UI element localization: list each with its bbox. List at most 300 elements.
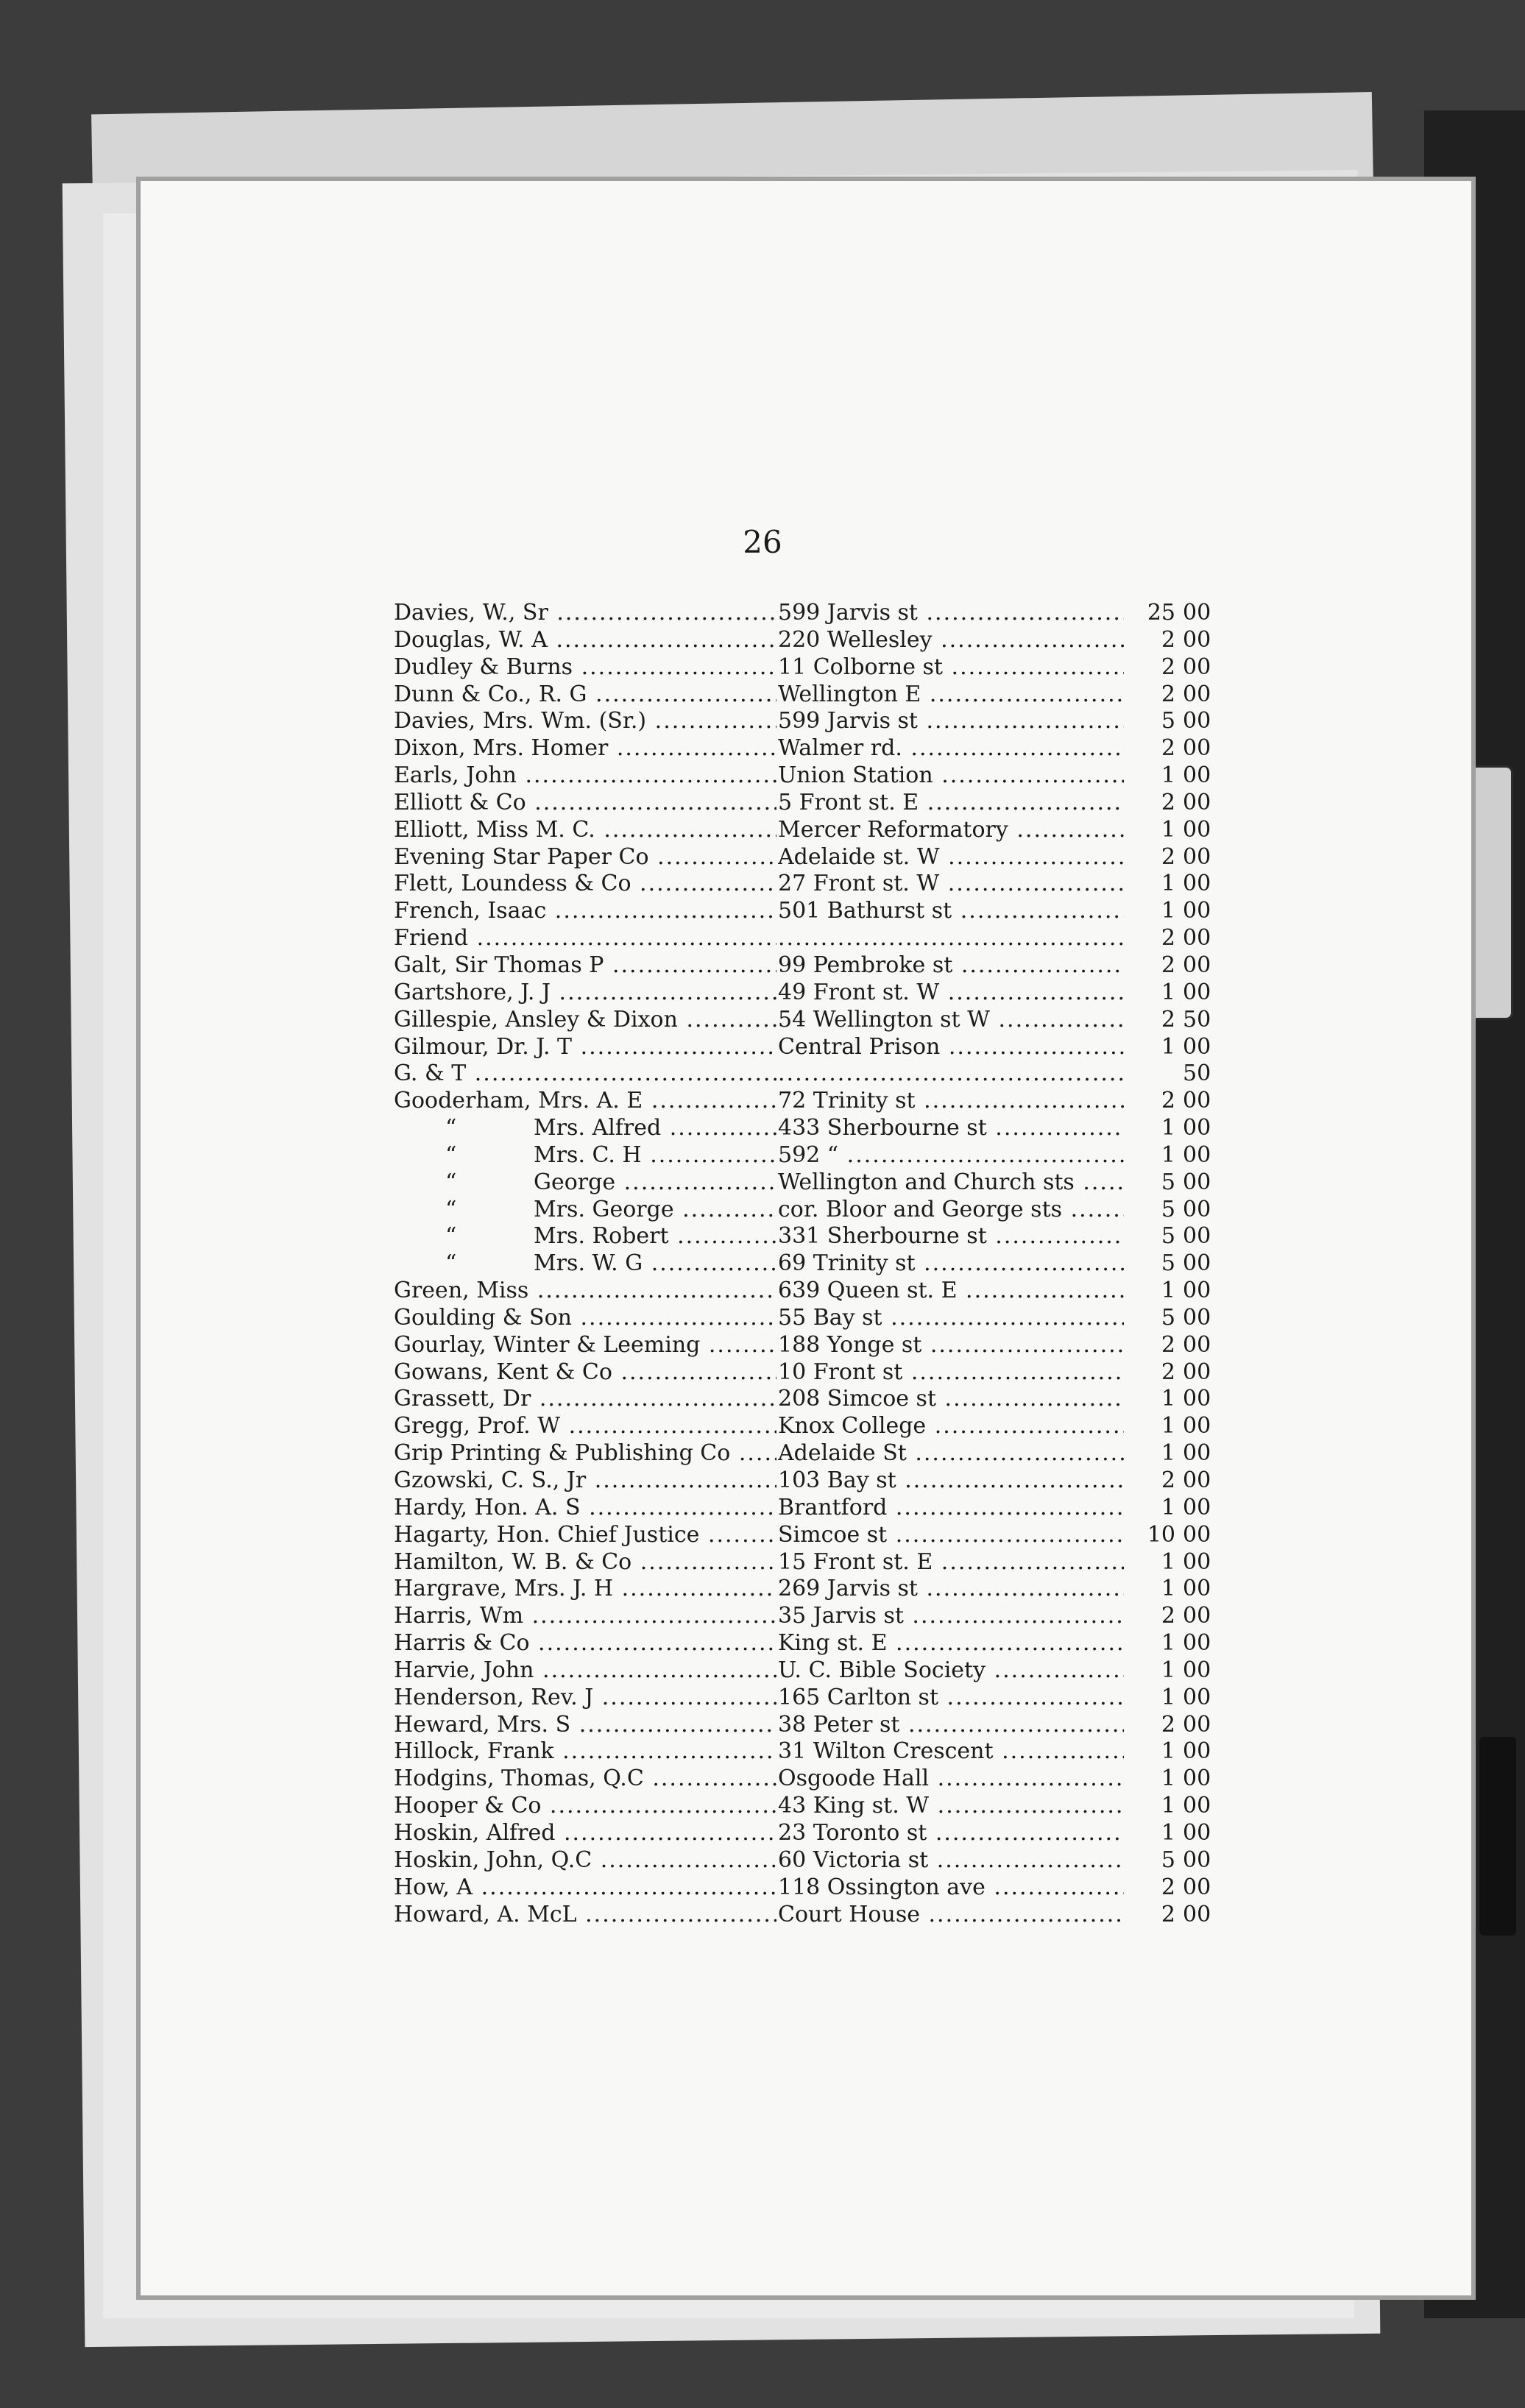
subscription-amount <box>1130 1657 1248 1684</box>
subscriber-address-text: Knox College <box>778 1413 927 1440</box>
list-item <box>394 952 1248 980</box>
amount-dollars: 5 <box>1161 708 1175 734</box>
amount-cents: 00 <box>1183 1331 1211 1358</box>
subscriber-name <box>394 1386 776 1412</box>
list-item <box>394 681 1248 709</box>
subscriber-address-text: 5 Front st. E <box>778 789 919 815</box>
subscriber-name <box>394 1088 776 1114</box>
subscriber-address <box>778 1495 1124 1521</box>
subscriber-address-text: 54 Wellington st W <box>778 1006 990 1033</box>
amount-dollars: 2 <box>1161 626 1175 653</box>
amount-dollars: 1 <box>1161 1278 1175 1304</box>
list-item <box>394 1440 1248 1467</box>
subscriber-address <box>778 708 1124 734</box>
subscription-amount <box>1130 1766 1248 1792</box>
subscription-amount <box>1130 1793 1248 1819</box>
subscriber-address-text: 433 Sherbourne st <box>778 1115 987 1141</box>
amount-dollars: 1 <box>1161 1793 1175 1819</box>
subscriber-name-text: Hamilton, W. B. & Co <box>394 1548 632 1575</box>
subscriber-address <box>778 790 1124 816</box>
subscription-amount <box>1130 790 1248 816</box>
subscriber-name <box>445 1115 776 1141</box>
subscriber-name <box>394 1413 776 1440</box>
amount-dollars: 2 <box>1161 952 1175 978</box>
amount-cents: 00 <box>1183 898 1211 924</box>
list-item <box>394 1060 1248 1088</box>
subscriber-name <box>394 762 776 789</box>
list-item <box>394 1034 1248 1061</box>
subscriber-address <box>778 1007 1124 1033</box>
list-item <box>394 1902 1248 1929</box>
subscriber-address-text: 23 Toronto st <box>778 1819 927 1846</box>
page-number: 26 <box>743 524 782 560</box>
list-item <box>394 1874 1248 1902</box>
subscriber-name <box>394 1332 776 1359</box>
list-item <box>394 1386 1248 1413</box>
subscriber-name-text: Gooderham, Mrs. A. E <box>394 1088 643 1114</box>
amount-dollars: 10 <box>1147 1521 1175 1548</box>
ditto-mark: “ <box>445 1196 457 1222</box>
amount-dollars: 2 <box>1161 654 1175 680</box>
subscriber-address <box>778 1820 1124 1846</box>
subscriber-name-text: French, Isaac <box>394 898 547 924</box>
subscription-amount <box>1130 1467 1248 1494</box>
subscriber-address <box>778 817 1124 843</box>
subscriber-address-text: 35 Jarvis st <box>778 1603 904 1629</box>
subscriber-name-text: Hardy, Hon. A. S <box>394 1494 581 1520</box>
subscriber-name-text: Davies, Mrs. Wm. (Sr.) <box>394 708 647 734</box>
amount-cents: 00 <box>1183 654 1211 680</box>
list-item <box>394 1250 1248 1278</box>
list-item <box>394 1278 1248 1305</box>
amount-cents: 00 <box>1183 762 1211 789</box>
subscriber-address <box>778 980 1124 1006</box>
subscriber-name <box>394 1007 776 1033</box>
subscriber-address-text: 188 Yonge st <box>778 1331 922 1358</box>
amount-cents: 00 <box>1183 626 1211 653</box>
amount-cents: 00 <box>1183 1494 1211 1520</box>
subscriber-name-text: Gowans, Kent & Co <box>394 1359 612 1385</box>
amount-dollars: 2 <box>1161 1088 1175 1114</box>
amount-dollars: 2 <box>1161 735 1175 762</box>
amount-cents: 00 <box>1183 1576 1211 1602</box>
list-item <box>394 1847 1248 1874</box>
amount-cents: 00 <box>1183 1711 1211 1738</box>
subscriber-address-text: 43 King st. W <box>778 1793 930 1819</box>
subscriber-name <box>394 817 776 843</box>
subscriber-address-text: U. C. Bible Society <box>778 1657 986 1683</box>
amount-cents: 00 <box>1183 1603 1211 1629</box>
subscription-amount <box>1130 1902 1248 1928</box>
amount-cents: 00 <box>1183 1819 1211 1846</box>
subscriber-name <box>445 1169 776 1196</box>
amount-cents: 00 <box>1183 1766 1211 1792</box>
subscriber-name-text: Elliott & Co <box>394 789 526 815</box>
ditto-mark: “ <box>445 1250 457 1277</box>
subscriber-name-text: Harris & Co <box>394 1630 530 1657</box>
subscriber-address-text: Osgoode Hall <box>778 1766 930 1792</box>
subscriber-address-text: 501 Bathurst st <box>778 898 952 924</box>
list-item <box>394 817 1248 844</box>
subscriber-address <box>778 1332 1124 1359</box>
subscriber-name <box>394 1278 776 1304</box>
subscriber-address <box>778 1060 1124 1087</box>
list-item <box>394 1223 1248 1250</box>
subscriber-name <box>394 1467 776 1494</box>
subscription-amount <box>1130 952 1248 979</box>
subscriber-address-text: 103 Bay st <box>778 1467 896 1493</box>
subscription-amount <box>1130 1630 1248 1657</box>
subscription-amount <box>1130 1820 1248 1846</box>
amount-dollars: 1 <box>1161 1684 1175 1710</box>
subscriber-name <box>394 898 776 924</box>
subscriber-name-text: Hoskin, John, Q.C <box>394 1846 592 1873</box>
subscriber-name-text: Gartshore, J. J <box>394 979 551 1005</box>
amount-dollars: 1 <box>1161 816 1175 843</box>
subscriber-address-text: Central Prison <box>778 1033 941 1060</box>
subscriber-name-text: Heward, Mrs. S <box>394 1711 571 1738</box>
subscriber-name <box>394 627 776 654</box>
subscriber-name <box>394 1766 776 1792</box>
subscriber-name-text: Friend <box>394 925 469 952</box>
subscriber-name-text: Gilmour, Dr. J. T <box>394 1033 573 1060</box>
subscriber-address <box>778 1793 1124 1819</box>
subscriber-address-text: 15 Front st. E <box>778 1548 933 1575</box>
subscriber-address-text: Adelaide St <box>778 1440 907 1467</box>
amount-cents: 50 <box>1183 1006 1211 1033</box>
subscriber-name-text: Grassett, Dr <box>394 1386 531 1412</box>
subscriber-address <box>778 1359 1124 1386</box>
subscriber-name-text: Goulding & Son <box>394 1304 572 1331</box>
subscriber-address-text: 269 Jarvis st <box>778 1576 918 1602</box>
subscription-amount <box>1130 1549 1248 1576</box>
amount-cents: 00 <box>1183 979 1211 1005</box>
subscriber-address <box>778 1847 1124 1874</box>
subscription-amount <box>1130 1359 1248 1386</box>
amount-dollars: 2 <box>1161 925 1175 952</box>
subscriber-address <box>778 1386 1124 1412</box>
binding-clip <box>1479 1737 1516 1936</box>
subscriber-address <box>778 762 1124 789</box>
amount-dollars: 1 <box>1161 1657 1175 1683</box>
subscription-amount <box>1130 708 1248 734</box>
subscriber-address <box>778 1467 1124 1494</box>
list-item <box>394 1549 1248 1576</box>
amount-dollars: 2 <box>1161 1603 1175 1629</box>
amount-cents: 00 <box>1183 1223 1211 1250</box>
amount-dollars: 1 <box>1161 1576 1175 1602</box>
amount-cents: 00 <box>1183 952 1211 978</box>
subscriber-address <box>778 627 1124 654</box>
subscriber-address-text: Wellington E <box>778 681 921 707</box>
list-item <box>394 762 1248 790</box>
ditto-mark: “ <box>445 1141 457 1168</box>
list-item <box>394 1738 1248 1766</box>
subscriber-address-text: 639 Queen st. E <box>778 1278 958 1304</box>
subscriber-address <box>778 1305 1124 1331</box>
amount-dollars: 5 <box>1161 1223 1175 1250</box>
subscriber-name <box>394 980 776 1006</box>
subscriber-address <box>778 1223 1124 1250</box>
subscriber-name <box>394 1820 776 1846</box>
subscriber-name <box>394 1902 776 1928</box>
amount-cents: 00 <box>1183 1901 1211 1927</box>
subscriber-address-text: Adelaide st. W <box>778 843 940 870</box>
subscriber-address <box>778 1685 1124 1711</box>
list-item <box>394 1088 1248 1115</box>
subscriber-name <box>394 1685 776 1711</box>
list-item <box>394 1305 1248 1332</box>
subscriber-name <box>394 1060 776 1087</box>
amount-dollars: 1 <box>1161 1141 1175 1168</box>
subscription-amount <box>1130 1685 1248 1711</box>
subscriber-address-text: 27 Front st. W <box>778 871 940 897</box>
subscriber-address-text: 331 Sherbourne st <box>778 1223 987 1250</box>
subscription-amount <box>1130 1440 1248 1467</box>
subscriber-address-text: 69 Trinity st <box>778 1250 916 1277</box>
subscriber-name-text: Hillock, Frank <box>394 1738 554 1765</box>
subscriber-name-text: Hargrave, Mrs. J. H <box>394 1576 614 1602</box>
subscriber-address <box>778 1197 1124 1223</box>
subscriber-address <box>778 735 1124 762</box>
amount-dollars: 2 <box>1161 1901 1175 1927</box>
subscriber-name <box>394 1712 776 1738</box>
list-item <box>394 925 1248 952</box>
subscription-amount <box>1130 735 1248 762</box>
subscription-amount <box>1130 817 1248 843</box>
amount-cents: 00 <box>1183 1684 1211 1710</box>
subscription-amount <box>1130 980 1248 1006</box>
subscription-amount <box>1130 925 1248 952</box>
subscriber-address <box>778 1278 1124 1304</box>
amount-dollars: 1 <box>1161 1115 1175 1141</box>
subscriber-address <box>778 1142 1124 1169</box>
ditto-mark: “ <box>445 1115 457 1141</box>
subscriber-name <box>394 1738 776 1765</box>
subscriber-address <box>778 1603 1124 1629</box>
list-item <box>394 1413 1248 1440</box>
amount-cents: 00 <box>1183 1467 1211 1493</box>
amount-cents: 00 <box>1183 600 1211 626</box>
amount-dollars: 1 <box>1161 762 1175 789</box>
subscriber-address <box>778 600 1124 626</box>
list-item <box>394 1169 1248 1197</box>
subscriber-name <box>394 952 776 979</box>
subscriber-address <box>778 1115 1124 1141</box>
amount-cents: 00 <box>1183 925 1211 952</box>
subscriber-name-text: Gzowski, C. S., Jr <box>394 1467 587 1493</box>
subscriber-name-text: George <box>534 1169 616 1195</box>
subscriber-address <box>778 681 1124 708</box>
list-item <box>394 1793 1248 1820</box>
list-item <box>394 1685 1248 1712</box>
amount-cents: 00 <box>1183 1874 1211 1900</box>
subscriber-name <box>394 871 776 897</box>
amount-cents: 00 <box>1183 1359 1211 1385</box>
amount-dollars: 2 <box>1161 843 1175 870</box>
amount-cents: 00 <box>1183 1141 1211 1168</box>
subscriber-address <box>778 1250 1124 1277</box>
amount-dollars: 1 <box>1161 898 1175 924</box>
amount-cents: 00 <box>1183 1196 1211 1222</box>
subscriber-name-text: Dudley & Burns <box>394 654 573 680</box>
subscriber-address <box>778 1169 1124 1196</box>
subscriber-address <box>778 1630 1124 1657</box>
subscriber-address-text: 208 Simcoe st <box>778 1386 936 1412</box>
subscription-amount <box>1130 844 1248 871</box>
amount-dollars: 5 <box>1161 1196 1175 1222</box>
subscription-amount <box>1130 600 1248 626</box>
amount-dollars: 2 <box>1161 1874 1175 1900</box>
subscriber-address-text: 10 Front st <box>778 1359 903 1385</box>
subscriber-name-text: Harris, Wm <box>394 1603 524 1629</box>
subscription-amount <box>1130 1007 1248 1033</box>
subscription-amount <box>1130 1603 1248 1629</box>
subscriber-name-text: G. & T <box>394 1060 467 1087</box>
amount-dollars: 2 <box>1161 1467 1175 1493</box>
subscriber-address-text: Walmer rd. <box>778 735 902 762</box>
amount-cents: 00 <box>1183 843 1211 870</box>
subscription-amount <box>1130 1576 1248 1602</box>
subscriber-name-text: Mrs. Alfred <box>534 1115 662 1141</box>
subscriber-name <box>394 1793 776 1819</box>
subscriber-name-text: Evening Star Paper Co <box>394 843 649 870</box>
subscription-amount <box>1130 1874 1248 1901</box>
amount-dollars: 5 <box>1161 1846 1175 1873</box>
list-item <box>394 1467 1248 1495</box>
amount-cents: 00 <box>1183 1738 1211 1765</box>
list-item <box>394 980 1248 1007</box>
subscription-amount <box>1130 654 1248 681</box>
subscriber-address <box>778 1522 1124 1548</box>
subscriber-name-text: How, A <box>394 1874 473 1900</box>
amount-dollars: 2 <box>1161 1359 1175 1385</box>
subscriber-address <box>778 1576 1124 1602</box>
subscriber-name <box>445 1197 776 1223</box>
list-item <box>394 1115 1248 1142</box>
subscriber-name-text: Howard, A. McL <box>394 1901 577 1927</box>
subscriber-name-text: Gourlay, Winter & Leeming <box>394 1331 701 1358</box>
subscriber-address <box>778 1657 1124 1684</box>
subscriber-name-text: Hagarty, Hon. Chief Justice <box>394 1521 700 1548</box>
amount-cents: 00 <box>1183 789 1211 815</box>
subscriber-address <box>778 654 1124 681</box>
list-item <box>394 1712 1248 1739</box>
subscription-amount <box>1130 1278 1248 1304</box>
subscriber-address-text: 220 Wellesley <box>778 626 933 653</box>
list-item <box>394 790 1248 817</box>
subscription-amount <box>1130 1034 1248 1060</box>
subscriber-address <box>778 1034 1124 1060</box>
subscriber-list <box>394 600 1248 1928</box>
ditto-mark: “ <box>445 1169 457 1195</box>
subscriber-address-text: cor. Bloor and George sts <box>778 1196 1063 1222</box>
list-item <box>394 1522 1248 1549</box>
subscription-amount <box>1130 1169 1248 1196</box>
amount-cents: 00 <box>1183 1250 1211 1277</box>
subscriber-name <box>394 1359 776 1386</box>
subscriber-name <box>394 844 776 871</box>
amount-cents: 00 <box>1183 1386 1211 1412</box>
subscription-amount <box>1130 1060 1248 1087</box>
list-item <box>394 1603 1248 1630</box>
subscriber-name <box>394 708 776 734</box>
subscriber-address-text: 599 Jarvis st <box>778 600 918 626</box>
subscription-amount <box>1130 1386 1248 1412</box>
subscriber-name <box>394 681 776 708</box>
ditto-mark: “ <box>445 1223 457 1250</box>
amount-dollars: 5 <box>1161 1250 1175 1277</box>
amount-dollars: 1 <box>1161 1033 1175 1060</box>
subscriber-address-text: 11 Colborne st <box>778 654 943 680</box>
list-item <box>394 844 1248 871</box>
amount-dollars: 2 <box>1161 789 1175 815</box>
amount-cents: 00 <box>1183 1115 1211 1141</box>
list-item <box>394 735 1248 762</box>
subscriber-address <box>778 844 1124 871</box>
amount-dollars: 2 <box>1161 1331 1175 1358</box>
subscriber-name-text: Dixon, Mrs. Homer <box>394 735 609 762</box>
subscriber-name-text: Grip Printing & Publishing Co <box>394 1440 731 1467</box>
list-item <box>394 871 1248 898</box>
subscriber-name <box>394 1440 776 1467</box>
subscriber-name-text: Mrs. C. H <box>534 1141 642 1168</box>
amount-cents: 00 <box>1183 735 1211 762</box>
subscription-amount <box>1130 898 1248 924</box>
subscription-amount <box>1130 762 1248 789</box>
subscriber-name <box>394 735 776 762</box>
amount-cents: 00 <box>1183 1548 1211 1575</box>
amount-cents: 00 <box>1183 1657 1211 1683</box>
subscriber-name-text: Galt, Sir Thomas P <box>394 952 604 978</box>
subscriber-address-text: Court House <box>778 1901 920 1927</box>
subscription-amount <box>1130 1495 1248 1521</box>
amount-cents: 00 <box>1183 1521 1211 1548</box>
list-item <box>394 1197 1248 1224</box>
subscription-amount <box>1130 1522 1248 1548</box>
subscriber-name <box>394 1603 776 1629</box>
list-item <box>394 600 1248 627</box>
amount-dollars: 1 <box>1161 1440 1175 1467</box>
list-item <box>394 1766 1248 1793</box>
amount-cents: 00 <box>1183 871 1211 897</box>
subscriber-address <box>778 1712 1124 1738</box>
subscriber-name-text: Mrs. George <box>534 1196 674 1222</box>
subscriber-name-text: Gregg, Prof. W <box>394 1413 561 1440</box>
amount-dollars: 1 <box>1161 1766 1175 1792</box>
amount-dollars: 2 <box>1161 681 1175 707</box>
amount-dollars: 5 <box>1161 1304 1175 1331</box>
amount-cents: 00 <box>1183 1169 1211 1195</box>
amount-dollars: 1 <box>1161 1819 1175 1846</box>
amount-cents: 00 <box>1183 1793 1211 1819</box>
list-item <box>394 1657 1248 1685</box>
subscription-amount <box>1130 1332 1248 1359</box>
subscriber-address-text: 31 Wilton Crescent <box>778 1738 994 1765</box>
amount-cents: 00 <box>1183 1304 1211 1331</box>
subscriber-name <box>394 1657 776 1684</box>
subscription-amount <box>1130 871 1248 897</box>
subscriber-name <box>445 1142 776 1169</box>
amount-cents: 00 <box>1183 1630 1211 1657</box>
subscriber-address-text: Union Station <box>778 762 933 789</box>
subscriber-name-text: Green, Miss <box>394 1278 529 1304</box>
amount-dollars: 1 <box>1161 1630 1175 1657</box>
subscriber-address <box>778 1549 1124 1576</box>
subscriber-name-text: Gillespie, Ansley & Dixon <box>394 1006 678 1033</box>
amount-cents: 00 <box>1183 708 1211 734</box>
subscription-amount <box>1130 1088 1248 1114</box>
